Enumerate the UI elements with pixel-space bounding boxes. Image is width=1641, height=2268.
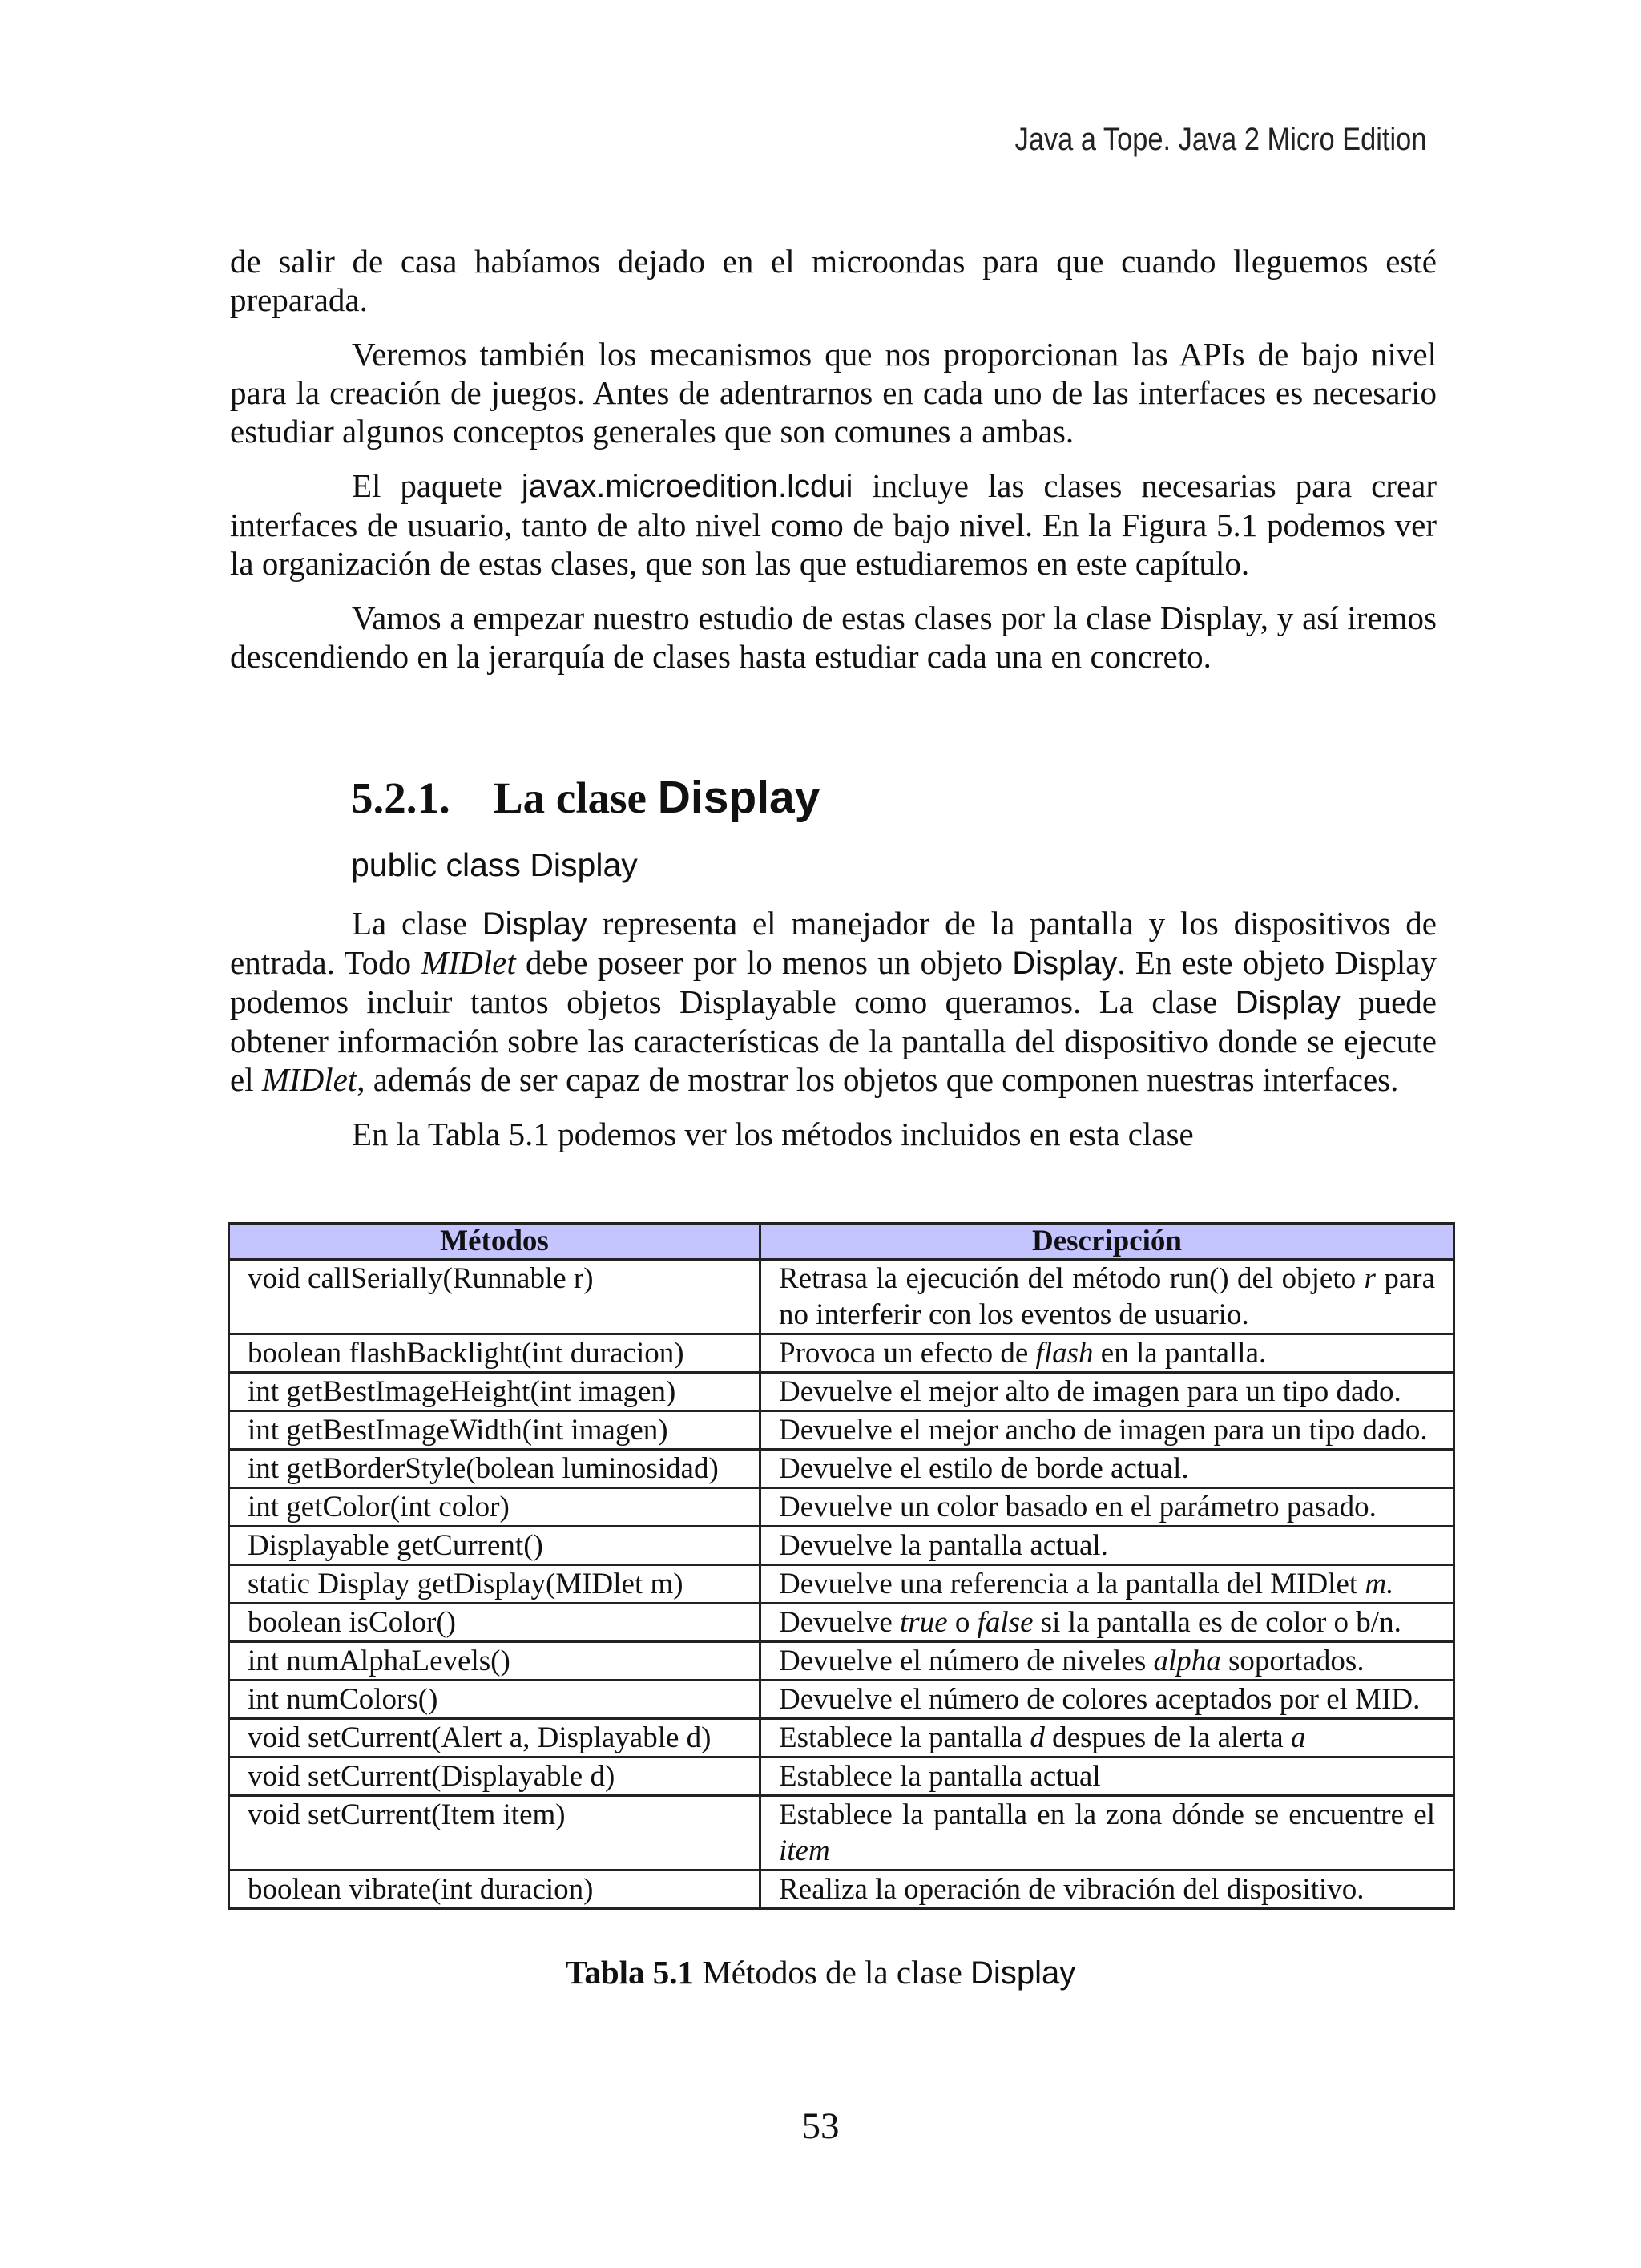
table-row (229, 1411, 1454, 1450)
paragraph-4: Vamos a empezar nuestro estudio de estas clases por la clase Display, y así iremos descendiendo en la jerarquía de clases hasta estudiar cada una en concreto. (230, 599, 1437, 675)
description-segment: Devuelve el mejor alto de imagen para un tipo dado. (779, 1375, 1401, 1408)
method-cell: int numColors() (229, 1681, 760, 1719)
description-segment: Establece la pantalla actual (779, 1760, 1101, 1793)
paragraph-2: Veremos también los mecanismos que nos proporcionan las APIs de bajo nivel para la creación de juegos. Antes de adentrarnos en cada uno de las interfaces es necesario estudiar algunos conceptos generales que son comunes a ambas. (230, 336, 1437, 450)
description-segment: Provoca un efecto de (779, 1337, 1036, 1370)
caption-class-name: Display (970, 1955, 1076, 1991)
description-cell (760, 1796, 1454, 1870)
section-number: 5.2.1. (351, 773, 450, 822)
description-cell (760, 1719, 1454, 1757)
method-cell: boolean vibrate(int duracion) (229, 1870, 760, 1909)
description-cell (760, 1334, 1454, 1373)
description-segment: Retrasa la ejecución del método run() del objeto (779, 1262, 1365, 1295)
paragraph-3-text-b: incluye las clases necesarias para crear interfaces de usuario, tanto de alto nivel como de bajo nivel. En la Figura 5.1 podemos ver la organización de estas clases, que son las que estudiaremos en este capítulo. (230, 467, 1437, 582)
method-cell: int getBestImageWidth(int imagen) (229, 1411, 760, 1450)
p5-text-d: . En este objeto Display podemos incluir tantos objetos Displayable como queramos. La clase (230, 944, 1437, 1020)
description-segment: Devuelve (779, 1606, 901, 1639)
description-segment: d (1030, 1721, 1045, 1754)
table-row (229, 1870, 1454, 1909)
method-cell: int getBorderStyle(bolean luminosidad) (229, 1450, 760, 1488)
table-row (229, 1260, 1454, 1334)
table-row (229, 1527, 1454, 1565)
table-row (229, 1757, 1454, 1796)
method-cell: void callSerially(Runnable r) (229, 1260, 760, 1334)
description-cell (760, 1373, 1454, 1411)
p5-text-e: puede obtener información sobre las características de la pantalla del dispositivo donde se ejecute el (230, 983, 1437, 1098)
description-cell (760, 1604, 1454, 1642)
description-segment: Devuelve una referencia a la pantalla del MIDlet (779, 1568, 1365, 1600)
p5-text-f: , además de ser capaz de mostrar los objetos que componen nuestras interfaces. (357, 1061, 1399, 1098)
methods-table (228, 1222, 1455, 1910)
header-methods: Métodos (229, 1224, 760, 1260)
package-name: javax.microedition.lcdui (521, 469, 853, 504)
table-row (229, 1604, 1454, 1642)
description-segment: si la pantalla es de color o b/n. (1033, 1606, 1401, 1639)
description-segment: Devuelve el número de colores aceptados por el MID. (779, 1683, 1421, 1716)
caption-label: Tabla 5.1 (565, 1954, 695, 1991)
method-cell: void setCurrent(Displayable d) (229, 1757, 760, 1796)
paragraph-5 (230, 904, 1437, 1099)
method-cell: int getColor(int color) (229, 1488, 760, 1527)
table-caption (0, 1953, 1641, 1992)
description-cell (760, 1411, 1454, 1450)
table-body (229, 1260, 1454, 1909)
description-segment: r (1364, 1262, 1376, 1295)
description-segment: item (779, 1834, 830, 1867)
description-segment: a (1290, 1721, 1306, 1754)
paragraph-1: de salir de casa habíamos dejado en el microondas para que cuando lleguemos esté preparada. (230, 243, 1437, 318)
description-segment: para no interferir con los eventos de usuario. (779, 1262, 1435, 1331)
display-text-block (230, 904, 1437, 1169)
method-cell: static Display getDisplay(MIDlet m) (229, 1565, 760, 1604)
p5-code-display-3: Display (1235, 985, 1341, 1020)
p5-midlet-1: MIDlet (421, 944, 516, 981)
description-segment: Establece la pantalla (779, 1721, 1030, 1754)
description-cell (760, 1757, 1454, 1796)
class-declaration: public class Display (351, 846, 638, 883)
description-segment: true (900, 1606, 948, 1639)
paragraph-6: En la Tabla 5.1 podemos ver los métodos incluidos en esta clase (352, 1116, 1194, 1152)
description-segment: Devuelve el número de niveles (779, 1645, 1154, 1677)
description-segment: Realiza la operación de vibración del dispositivo. (779, 1873, 1365, 1906)
description-segment: Devuelve la pantalla actual. (779, 1529, 1108, 1562)
description-cell (760, 1488, 1454, 1527)
table-row (229, 1642, 1454, 1681)
p5-text-a: La clase (352, 905, 482, 942)
intro-text-block (230, 242, 1437, 692)
description-cell (760, 1870, 1454, 1909)
section-title-prefix: La clase (494, 773, 658, 822)
description-cell (760, 1527, 1454, 1565)
description-segment: Devuelve el mejor ancho de imagen para un tipo dado. (779, 1414, 1428, 1447)
method-cell: boolean flashBacklight(int duracion) (229, 1334, 760, 1373)
description-segment: m. (1365, 1568, 1394, 1600)
p5-text-c: debe poseer por lo menos un objeto (515, 944, 1013, 981)
description-cell (760, 1681, 1454, 1719)
running-header: Java a Tope. Java 2 Micro Edition (1014, 122, 1426, 157)
description-cell (760, 1450, 1454, 1488)
description-segment: false (977, 1606, 1034, 1639)
table-header-row (229, 1224, 1454, 1260)
method-cell: void setCurrent(Item item) (229, 1796, 760, 1870)
method-cell: boolean isColor() (229, 1604, 760, 1642)
description-segment: Devuelve un color basado en el parámetro pasado. (779, 1491, 1377, 1523)
description-cell (760, 1260, 1454, 1334)
method-cell: Displayable getCurrent() (229, 1527, 760, 1565)
description-segment: flash (1035, 1337, 1094, 1370)
p5-code-display-1: Display (482, 906, 587, 942)
table-row (229, 1488, 1454, 1527)
page-number: 53 (801, 2105, 840, 2147)
description-segment: o (947, 1606, 978, 1639)
p5-text-b: representa el manejador de la pantalla y los dispositivos de entrada. Todo (230, 905, 1437, 981)
p5-midlet-2: MIDlet (261, 1061, 357, 1098)
description-segment: en la pantalla. (1093, 1337, 1267, 1370)
table-row (229, 1681, 1454, 1719)
section-title-class: Display (657, 772, 820, 823)
table-row (229, 1450, 1454, 1488)
method-cell: int numAlphaLevels() (229, 1642, 760, 1681)
caption-text: Métodos de la clase (694, 1954, 971, 1991)
p5-code-display-2: Display (1012, 946, 1118, 981)
table-row (229, 1334, 1454, 1373)
section-heading (351, 771, 820, 824)
table-row (229, 1719, 1454, 1757)
description-cell (760, 1642, 1454, 1681)
description-segment: alpha (1153, 1645, 1221, 1677)
description-segment: despues de la alerta (1044, 1721, 1291, 1754)
header-description: Descripción (760, 1224, 1454, 1260)
description-segment: soportados. (1220, 1645, 1365, 1677)
table-row (229, 1565, 1454, 1604)
table-row (229, 1796, 1454, 1870)
paragraph-3 (230, 466, 1437, 583)
table-row (229, 1373, 1454, 1411)
description-cell (760, 1565, 1454, 1604)
description-segment: Devuelve el estilo de borde actual. (779, 1452, 1189, 1485)
description-segment: Establece la pantalla en la zona dónde se encuentre el (779, 1798, 1435, 1831)
method-cell: int getBestImageHeight(int imagen) (229, 1373, 760, 1411)
paragraph-3-text-a: El paquete (352, 467, 522, 504)
method-cell: void setCurrent(Alert a, Displayable d) (229, 1719, 760, 1757)
